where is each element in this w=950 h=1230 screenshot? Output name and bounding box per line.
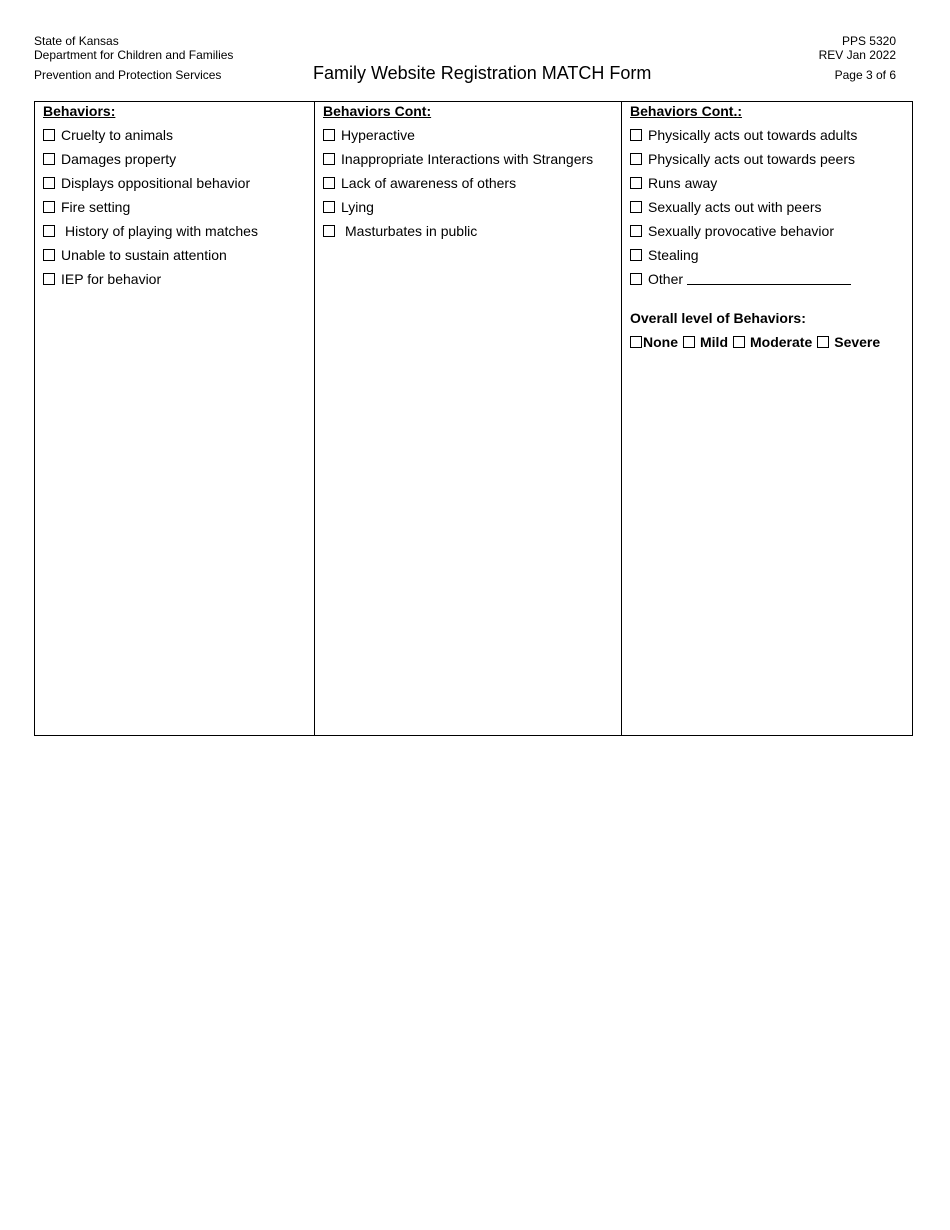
- behavior-item: [630, 223, 912, 239]
- behavior-label: Physically acts out towards peers: [648, 151, 855, 167]
- behavior-label: Runs away: [648, 175, 718, 191]
- checkbox[interactable]: [323, 177, 335, 189]
- behavior-item: [43, 223, 314, 239]
- behavior-label: Displays oppositional behavior: [61, 175, 251, 191]
- behavior-item: [323, 175, 621, 191]
- behavior-item: [43, 151, 314, 167]
- behavior-item: [323, 223, 621, 239]
- behavior-label: Lying: [341, 199, 374, 215]
- behavior-label: Other: [648, 271, 684, 287]
- division-name: Prevention and Protection Services: [34, 68, 222, 82]
- checkbox[interactable]: [323, 201, 335, 213]
- page-number: Page 3 of 6: [834, 68, 896, 82]
- checkbox[interactable]: [630, 225, 642, 237]
- behavior-label: Masturbates in public: [345, 223, 478, 239]
- checkbox[interactable]: [817, 336, 829, 348]
- behavior-item: [630, 175, 912, 191]
- checkbox[interactable]: [43, 153, 55, 165]
- behavior-label: Stealing: [648, 247, 699, 263]
- behavior-item: [630, 151, 912, 167]
- behaviors-column-1: [35, 102, 314, 735]
- column-heading: Behaviors:: [43, 103, 116, 119]
- behavior-item: [323, 151, 621, 167]
- checkbox[interactable]: [43, 129, 55, 141]
- behavior-item: [630, 127, 912, 143]
- behavior-label: Cruelty to animals: [61, 127, 174, 143]
- checkbox[interactable]: [43, 201, 55, 213]
- behaviors-column-3: [621, 102, 912, 735]
- behavior-label: Damages property: [61, 151, 177, 167]
- behavior-item: [43, 247, 314, 263]
- overall-level-heading: Overall level of Behaviors:: [630, 310, 806, 326]
- state-name: State of Kansas: [34, 34, 119, 48]
- checkbox[interactable]: [323, 153, 335, 165]
- checkbox[interactable]: [43, 225, 55, 237]
- checkbox[interactable]: [630, 249, 642, 261]
- behaviors-table: [34, 101, 913, 736]
- level-label: Mild: [700, 334, 728, 350]
- checkbox[interactable]: [630, 129, 642, 141]
- column-heading: Behaviors Cont:: [323, 103, 432, 119]
- behavior-label: History of playing with matches: [65, 223, 258, 239]
- behavior-label: Fire setting: [61, 199, 131, 215]
- level-label: Severe: [834, 334, 881, 350]
- behavior-item: [43, 127, 314, 143]
- behaviors-column-2: [314, 102, 621, 735]
- checkbox[interactable]: [630, 177, 642, 189]
- level-option-moderate[interactable]: [733, 334, 812, 350]
- behavior-item-other: [630, 271, 912, 287]
- checkbox[interactable]: [43, 177, 55, 189]
- other-text-field[interactable]: [687, 273, 851, 285]
- behavior-label: Unable to sustain attention: [61, 247, 227, 263]
- overall-level-options: [630, 334, 912, 350]
- form-number: PPS 5320: [841, 34, 896, 48]
- revision-date: REV Jan 2022: [818, 48, 896, 62]
- behavior-label: Sexually acts out with peers: [648, 199, 822, 215]
- behavior-label: Inappropriate Interactions with Strangers: [341, 151, 594, 167]
- form-title: Family Website Registration MATCH Form: [313, 63, 652, 83]
- level-option-severe[interactable]: [817, 334, 880, 350]
- checkbox[interactable]: [733, 336, 745, 348]
- behavior-label: IEP for behavior: [61, 271, 162, 287]
- behavior-item: [323, 127, 621, 143]
- behavior-item: [43, 199, 314, 215]
- checkbox[interactable]: [323, 225, 335, 237]
- column-heading: Behaviors Cont.:: [630, 103, 743, 119]
- behavior-item: [630, 199, 912, 215]
- behavior-item: [323, 199, 621, 215]
- behavior-label: Sexually provocative behavior: [648, 223, 834, 239]
- agency-info: [34, 34, 233, 82]
- level-label: None: [643, 334, 678, 350]
- behavior-item: [43, 175, 314, 191]
- department-name: Department for Children and Families: [34, 48, 234, 62]
- checkbox[interactable]: [630, 201, 642, 213]
- behavior-item: [630, 247, 912, 263]
- behavior-label: Lack of awareness of others: [341, 175, 517, 191]
- checkbox[interactable]: [683, 336, 695, 348]
- behavior-item: [43, 271, 314, 287]
- checkbox[interactable]: [43, 273, 55, 285]
- checkbox[interactable]: [43, 249, 55, 261]
- checkbox[interactable]: [630, 273, 642, 285]
- level-label: Moderate: [750, 334, 813, 350]
- checkbox[interactable]: [630, 336, 642, 348]
- checkbox[interactable]: [323, 129, 335, 141]
- behavior-label: Physically acts out towards adults: [648, 127, 858, 143]
- level-option-none[interactable]: [630, 334, 678, 350]
- form-info: [819, 34, 896, 82]
- level-option-mild[interactable]: [683, 334, 728, 350]
- behavior-label: Hyperactive: [341, 127, 415, 143]
- checkbox[interactable]: [630, 153, 642, 165]
